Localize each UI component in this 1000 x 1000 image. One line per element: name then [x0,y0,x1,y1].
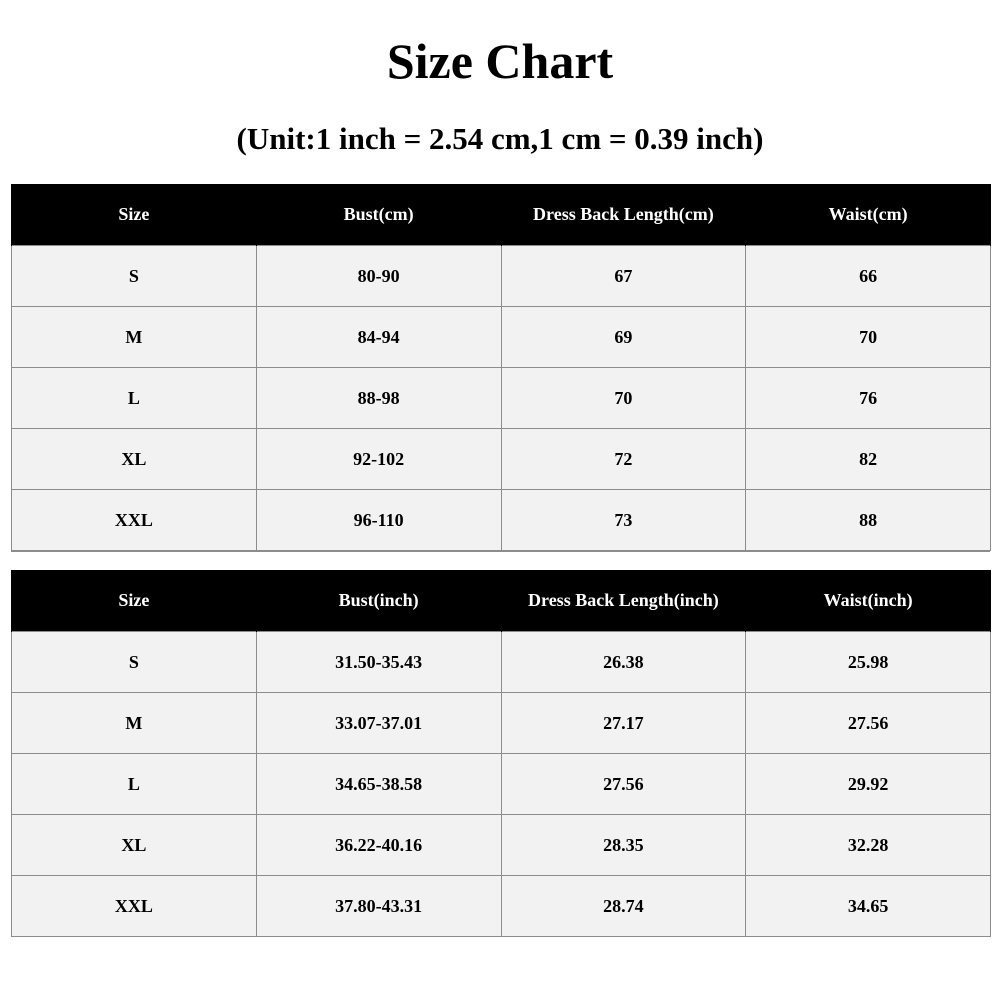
cell-bust: 37.80-43.31 [256,876,501,937]
table-row [12,246,991,307]
cell-bust: 88-98 [256,368,501,429]
cell-waist: 70 [746,307,991,368]
header-dress-back-length: Dress Back Length(cm) [501,184,746,246]
cell-bust: 92-102 [256,429,501,490]
divider [11,551,990,552]
cell-bust: 96-110 [256,490,501,551]
cell-waist: 27.56 [746,693,991,754]
cell-dress-back-length: 69 [501,307,746,368]
header-waist: Waist(inch) [746,570,991,632]
cell-size: M [12,307,257,368]
table-row [12,754,991,815]
cell-dress-back-length: 27.56 [501,754,746,815]
cell-dress-back-length: 26.38 [501,632,746,693]
cell-size: M [12,693,257,754]
table-row [12,815,991,876]
header-bust: Bust(inch) [256,570,501,632]
header-bust: Bust(cm) [256,184,501,246]
header-size: Size [12,184,257,246]
cell-waist: 25.98 [746,632,991,693]
table-row [12,876,991,937]
unit-conversion-note: (Unit:1 inch = 2.54 cm,1 cm = 0.39 inch) [236,121,764,156]
cell-bust: 80-90 [256,246,501,307]
cell-dress-back-length: 27.17 [501,693,746,754]
cell-size: XXL [12,490,257,551]
table-body [12,632,991,937]
cell-bust: 84-94 [256,307,501,368]
cell-waist: 88 [746,490,991,551]
header-size: Size [12,570,257,632]
cell-waist: 82 [746,429,991,490]
size-table-inch [11,570,991,937]
size-table-cm [11,184,991,551]
header-dress-back-length: Dress Back Length(inch) [501,570,746,632]
cell-size: L [12,368,257,429]
cell-dress-back-length: 73 [501,490,746,551]
cell-waist: 76 [746,368,991,429]
table-row [12,490,991,551]
cell-dress-back-length: 67 [501,246,746,307]
cell-size: XL [12,429,257,490]
page-title: Size Chart [386,33,614,89]
table-body [12,246,991,551]
cell-size: XL [12,815,257,876]
cell-waist: 34.65 [746,876,991,937]
cell-waist: 29.92 [746,754,991,815]
table-row [12,307,991,368]
cell-size: L [12,754,257,815]
table-row [12,632,991,693]
cell-bust: 33.07-37.01 [256,693,501,754]
cell-size: S [12,632,257,693]
cell-dress-back-length: 70 [501,368,746,429]
cell-bust: 36.22-40.16 [256,815,501,876]
cell-bust: 34.65-38.58 [256,754,501,815]
cell-dress-back-length: 28.74 [501,876,746,937]
cell-waist: 32.28 [746,815,991,876]
cell-waist: 66 [746,246,991,307]
cell-size: S [12,246,257,307]
table-header-row [12,184,991,246]
table-row [12,368,991,429]
cell-bust: 31.50-35.43 [256,632,501,693]
table-header-row [12,570,991,632]
table-row [12,693,991,754]
cell-size: XXL [12,876,257,937]
header-waist: Waist(cm) [746,184,991,246]
cell-dress-back-length: 28.35 [501,815,746,876]
cell-dress-back-length: 72 [501,429,746,490]
table-row [12,429,991,490]
